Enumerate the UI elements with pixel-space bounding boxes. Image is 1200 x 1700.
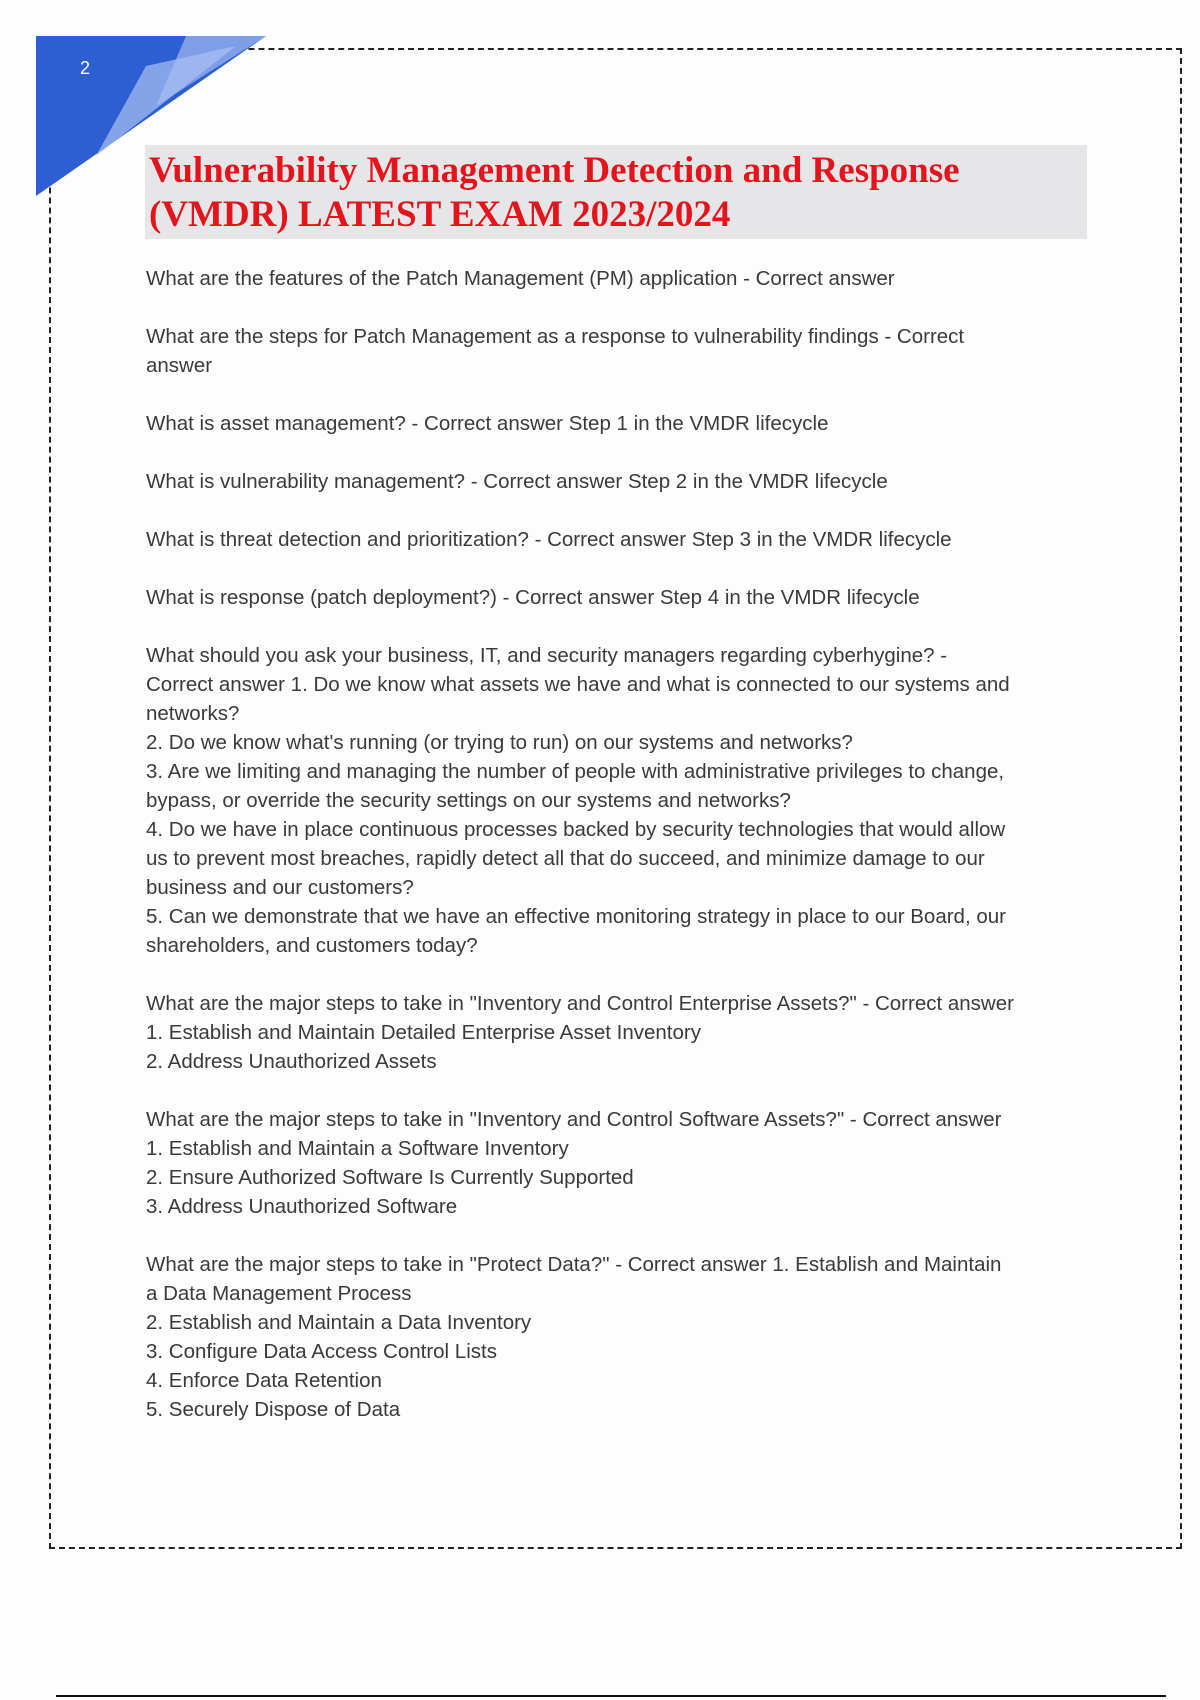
qa-line: What are the major steps to take in "Inventory and Control Software Assets?" - Correct answer <box>146 1108 1002 1131</box>
title-line-1: Vulnerability Management Detection and Response <box>149 150 960 191</box>
qa-item <box>146 1250 1091 1424</box>
qa-line: answer <box>146 354 213 377</box>
qa-line: 2. Do we know what's running (or trying to run) on our systems and networks? <box>146 731 853 754</box>
qa-line: shareholders, and customers today? <box>146 934 478 957</box>
qa-line: 2. Ensure Authorized Software Is Currently Supported <box>146 1166 634 1189</box>
qa-line: 4. Enforce Data Retention <box>146 1369 382 1392</box>
qa-line: Correct answer 1. Do we know what assets we have and what is connected to our systems and <box>146 673 1010 696</box>
qa-line: 3. Are we limiting and managing the number of people with administrative privileges to change, <box>146 760 1005 783</box>
qa-line: 1. Establish and Maintain a Software Inventory <box>146 1137 569 1160</box>
qa-item <box>146 264 1091 293</box>
qa-line: What is response (patch deployment?) - Correct answer Step 4 in the VMDR lifecycle <box>146 586 920 609</box>
qa-item <box>146 525 1091 554</box>
qa-line: 3. Configure Data Access Control Lists <box>146 1340 497 1363</box>
qa-line: What are the features of the Patch Management (PM) application - Correct answer <box>146 267 895 290</box>
qa-line: a Data Management Process <box>146 1282 412 1305</box>
qa-item <box>146 467 1091 496</box>
qa-line: us to prevent most breaches, rapidly detect all that do succeed, and minimize damage to our <box>146 847 985 870</box>
qa-line: What are the major steps to take in "Protect Data?" - Correct answer 1. Establish and Maintain <box>146 1253 1002 1276</box>
qa-line: 1. Establish and Maintain Detailed Enterprise Asset Inventory <box>146 1021 701 1044</box>
qa-line: 4. Do we have in place continuous processes backed by security technologies that would allow <box>146 818 1006 841</box>
qa-item <box>146 1105 1091 1221</box>
qa-line: What are the major steps to take in "Inventory and Control Enterprise Assets?" - Correct answer <box>146 992 1014 1015</box>
qa-item <box>146 409 1091 438</box>
qa-line: 5. Securely Dispose of Data <box>146 1398 401 1421</box>
qa-line: What is vulnerability management? - Correct answer Step 2 in the VMDR lifecycle <box>146 470 888 493</box>
qa-line: business and our customers? <box>146 876 414 899</box>
qa-line: networks? <box>146 702 240 725</box>
title-box <box>145 145 1087 239</box>
qa-line: What is asset management? - Correct answer Step 1 in the VMDR lifecycle <box>146 412 829 435</box>
bottom-rule <box>56 1695 1166 1697</box>
qa-line: What are the steps for Patch Management as a response to vulnerability findings - Correct <box>146 325 965 348</box>
qa-line: 3. Address Unauthorized Software <box>146 1195 458 1218</box>
qa-list <box>146 264 1091 1453</box>
page-number: 2 <box>80 58 91 78</box>
qa-line: What is threat detection and prioritization? - Correct answer Step 3 in the VMDR lifecycle <box>146 528 952 551</box>
qa-item <box>146 583 1091 612</box>
qa-line: 5. Can we demonstrate that we have an effective monitoring strategy in place to our Board, our <box>146 905 1006 928</box>
page-title <box>149 149 1083 237</box>
qa-item <box>146 641 1091 960</box>
qa-line: 2. Establish and Maintain a Data Inventory <box>146 1311 532 1334</box>
qa-item <box>146 989 1091 1076</box>
qa-line: bypass, or override the security settings on our systems and networks? <box>146 789 791 812</box>
qa-line: What should you ask your business, IT, and security managers regarding cyberhygine? - <box>146 644 948 667</box>
title-line-2: (VMDR) LATEST EXAM 2023/2024 <box>149 194 731 235</box>
qa-line: 2. Address Unauthorized Assets <box>146 1050 437 1073</box>
qa-item <box>146 322 1091 380</box>
